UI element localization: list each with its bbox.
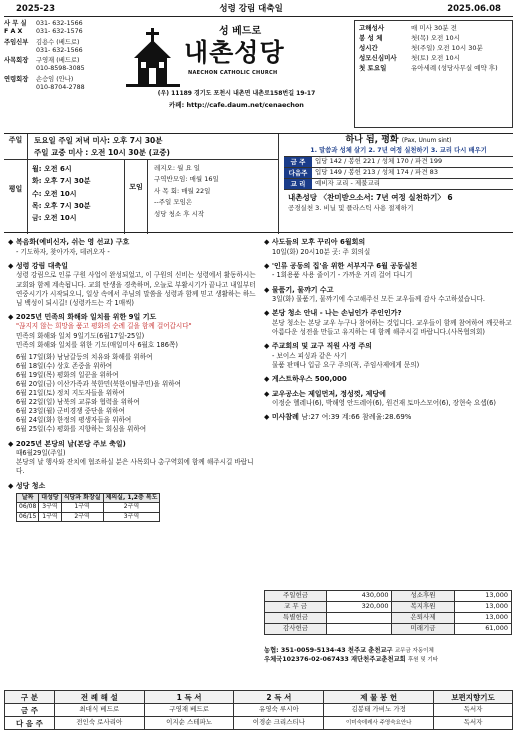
- hymn-row: [284, 156, 513, 167]
- bank-account-post: 우체국102376-02-067433 재단천주교춘천교회: [264, 655, 406, 663]
- table-cell: 430,000: [327, 591, 392, 602]
- notice-body: - 보이스 피싱과 같은 사기: [272, 351, 347, 360]
- bank-account-nh: 농협: 351-0059-5134-43 천주교 춘천교구: [264, 647, 393, 654]
- table-cell: 교 무 금: [265, 602, 327, 613]
- table-cell: 복지후원: [392, 602, 454, 613]
- sacrament-label: 첫 토요일: [359, 64, 387, 73]
- table-cell: 3구역: [39, 503, 61, 512]
- sacrament-label: 성시간: [359, 44, 378, 53]
- weekday-item: 화: 오후 7시 30분: [32, 177, 91, 186]
- notice-title: ◆ 성당 청소: [8, 482, 256, 492]
- church-name-english: NAECHON CATHOLIC CHURCH: [188, 70, 278, 76]
- notice-title: [264, 413, 514, 423]
- prayer-intention: 6월 17일(화) 남남갈등의 치유와 화해를 위하여: [16, 352, 153, 361]
- table-cell: 이미숙데레사 주영숙요안나: [324, 717, 434, 730]
- table-header: 전 례 해 설: [54, 691, 144, 704]
- saturday-mass-time: 토요일 주일 저녁 미사: 오후 7시 30분: [34, 136, 163, 145]
- meeting-item: --주일 모임은: [154, 198, 193, 207]
- council-phone: 010-8598-3085: [36, 65, 85, 73]
- contact-label: 연령회장: [4, 76, 29, 84]
- table-row: [17, 512, 160, 521]
- hymn-row-label: 다음주: [284, 168, 312, 178]
- notice-line: 민족의 화해와 일치를 위한 기도(매일미사 6월호 186쪽): [16, 340, 178, 349]
- weekday-mass: [4, 160, 279, 234]
- table-cell: 1구역: [39, 512, 61, 521]
- notice-section: [264, 238, 514, 257]
- sacrament-schedule: [354, 20, 513, 128]
- prayer-intention: 6월 24일(화) 한정의 평생자들을 위하여: [16, 416, 132, 425]
- table-cell: 다 음 주: [5, 717, 55, 730]
- table-cell: 13,000: [454, 591, 511, 602]
- prayer-intention: 6월 23일(월) 군비경쟁 중단을 위하여: [16, 407, 125, 416]
- hymn-row-value: 예비자 교리 - 제불교리: [315, 179, 381, 188]
- table-header: 식당과 화장실: [61, 494, 103, 503]
- notice-section: [264, 413, 514, 423]
- hymn-row: [284, 178, 513, 189]
- notice-section: [264, 286, 514, 305]
- table-cell: 유영숙 루시아: [234, 704, 324, 717]
- notice-line: 때6월29일(주일): [16, 449, 66, 458]
- notice-section: [8, 440, 256, 477]
- contact-label: F A X: [4, 27, 23, 35]
- offering-table: [264, 590, 512, 635]
- notice-subtitle: "끊지지 않는 희망을 품고 평화의 순례 길을 함께 걸어갑시다": [16, 322, 192, 331]
- meeting-item: 구역반모임: 매월 16일: [154, 175, 219, 184]
- meeting-item: 성당 청소 후 시작: [154, 209, 205, 218]
- table-header: 대성당: [39, 494, 61, 503]
- table-cell: 은퇴사제: [392, 613, 454, 624]
- pastor-name: 김용수 (베드로): [36, 38, 80, 46]
- attendance-stats: 남:27 여:39 계:66 참례율:28.69%: [301, 413, 412, 422]
- notice-section: [264, 309, 514, 337]
- bank-account-note: 교무금 자동이체: [394, 648, 434, 654]
- sunday-tag: 주일: [4, 134, 28, 160]
- notice-body: - 1회용품 사용 줄이기 - 가까운 거리 걸어 다니기: [272, 271, 413, 280]
- contact-block: [4, 20, 116, 132]
- table-header: 2 독 서: [234, 691, 324, 704]
- table-cell: [327, 613, 392, 624]
- notice-body: - 기도하자, 찾아가자, 데려오자 -: [16, 247, 110, 256]
- table-cell: 감사헌금: [265, 624, 327, 635]
- table-cell: 2구역: [61, 512, 103, 521]
- sacrament-value: 유아세례 (성당사무실 예약 후): [411, 64, 498, 73]
- sacrament-label: 고해성사: [359, 24, 385, 32]
- notice-body: 물품 판매나 입금 요구 주의(꼭, 주임사제에게 문의): [272, 360, 420, 369]
- feast-title: 성령 강림 대축일: [219, 3, 283, 14]
- contact-label: 사 무 실: [4, 20, 27, 27]
- table-row: [265, 624, 512, 635]
- notice-title: ◆ 성령 강림 대축일: [8, 262, 256, 272]
- notice-title: ◆ 본당 청소 안내 - 나는 손님인가 주인인가?: [264, 309, 514, 319]
- council-name: 구영재 (베드로): [36, 57, 80, 65]
- table-cell: 성소후원: [392, 591, 454, 602]
- weekday-item: 수: 오전 10시: [32, 189, 77, 198]
- laudato-si-practice: 공경실천 3. 비닐 및 플라스틱 사용 절제하기: [288, 203, 414, 212]
- attendance-label: 미사참례: [271, 413, 299, 422]
- top-bar: [4, 2, 513, 17]
- issue-date: 2025.06.08: [447, 3, 501, 14]
- weekday-item: 월: 오전 6시: [32, 165, 72, 173]
- sacrament-label: 성모신심미사: [359, 54, 397, 63]
- right-notices: [264, 238, 514, 428]
- church-address: (우) 11189 경기도 포천시 내촌면 내촌로158번길 19-17: [157, 90, 316, 97]
- contact-label: 사목회장: [4, 57, 29, 65]
- bank-accounts: [264, 647, 514, 664]
- church-logo: [124, 20, 349, 132]
- table-cell: 특별헌금: [265, 613, 327, 624]
- bank-account-note: 후원 및 기타: [407, 656, 439, 663]
- table-cell: 미래기금: [392, 624, 454, 635]
- table-cell: [327, 624, 392, 635]
- table-cell: 최대식 베드로: [54, 704, 144, 717]
- left-notices: [8, 238, 256, 527]
- notice-title: ◆ 2025년 본당의 날(본당 주보 축일): [8, 440, 256, 450]
- table-cell: 2구역: [103, 503, 160, 512]
- women-phone: 010-8704-2788: [36, 84, 85, 92]
- meeting-tag: 모임: [124, 160, 148, 234]
- sunday-mass: [4, 134, 279, 160]
- hymn-row: [284, 167, 513, 178]
- pastoral-theme: 하나 됨, 평화: [345, 135, 399, 145]
- office-phone: 031- 632-1566: [36, 20, 83, 27]
- notice-section: [8, 262, 256, 308]
- issue-number: 2025-23: [16, 3, 56, 14]
- table-header: 구 분: [5, 691, 55, 704]
- pastoral-slogan: 1. 말씀과 성체 살기 2. 7년 여정 실천하기 3. 교리 다시 배우기: [310, 146, 487, 154]
- notice-title: ◆ 물품기, 물꺄기 수고: [264, 286, 514, 296]
- notice-body: 3일(화) 물품기, 물꺄기에 수고해주신 모든 교우들께 감사 수고하셨습니다.: [272, 295, 485, 304]
- notice-title: ◆ 복음화(예비신자, 쉬는 영 선교) 구호: [8, 238, 256, 248]
- sacrament-value: 첫(목) 오전 10시: [411, 34, 460, 43]
- table-cell: 이경순 크리스티나: [234, 717, 324, 730]
- sacrament-value: 매 미사 30분 전: [411, 24, 457, 32]
- notice-section: [8, 313, 256, 435]
- table-row: [265, 602, 512, 613]
- church-name: 내촌성당: [184, 38, 285, 67]
- prayer-intention: 6월 20일(금) 이산가족과 북한민(북한이탈주민)을 위하여: [16, 380, 182, 388]
- notice-title: ◆ 사도들의 모후 꾸리아 6월회의: [264, 238, 514, 248]
- weekday-item: 금: 오전 10시: [32, 214, 77, 222]
- table-cell: 06/15: [17, 512, 39, 521]
- notice-line: 민족의 화해와 일치 9일기도(6월17일-25일): [16, 331, 145, 340]
- table-cell: 주일헌금: [265, 591, 327, 602]
- table-cell: 김봉태 가비노 가정: [324, 704, 434, 717]
- table-header: 보편지향기도: [434, 691, 513, 704]
- table-header: 제의실, 1,2층 복도: [103, 494, 160, 503]
- notice-body: 이정순 헬레나(6), 박해영 안드레아(6), 원건재 토마스모어(6), 장현숙 요셉(6): [272, 399, 496, 408]
- notice-section: [264, 262, 514, 281]
- table-row: [5, 717, 513, 730]
- prayer-intention: 6월 19일(목) 평화의 일꾼을 위하여: [16, 370, 119, 379]
- table-cell: 독서자: [434, 704, 513, 717]
- table-cell: 06/08: [17, 503, 39, 512]
- contact-label: 주임신부: [4, 38, 29, 46]
- table-cell: 13,000: [454, 613, 511, 624]
- notice-section: [264, 375, 514, 385]
- hymn-row-label: 교 리: [284, 179, 312, 189]
- notice-title: ◆ 주교회의 및 교구 직원 사정 주의: [264, 342, 514, 352]
- table-cell: 전인숙 로사리아: [54, 717, 144, 730]
- pastor-phone: 031- 632-1566: [36, 46, 83, 54]
- sacrament-value: 첫(주일) 오전 10시 30분: [411, 44, 483, 53]
- table-cell: 독서자: [434, 717, 513, 730]
- table-header: 1 독 서: [144, 691, 234, 704]
- table-cell: 구영재 베드로: [144, 704, 234, 717]
- table-row: [17, 503, 160, 512]
- notice-section: [264, 390, 514, 409]
- weekday-tag: 평일: [4, 160, 28, 234]
- table-header: 제 물 봉 헌: [324, 691, 434, 704]
- notice-section: [8, 482, 256, 522]
- mass-schedule: [4, 133, 513, 233]
- table-row: [265, 591, 512, 602]
- table-row: [265, 613, 512, 624]
- prayer-intention: 6월 22일(일) 남북의 교류와 협력을 위하여: [16, 398, 140, 407]
- notice-body: 10일(화) 20시10분 곳: 주 회의실: [272, 247, 371, 256]
- laudato-si-box: [284, 189, 513, 216]
- pastoral-theme-latin: (Pax, Unum sint): [401, 137, 452, 144]
- hymn-row-value: 입당 142 / 봉헌 221 / 성체 170 / 파견 199: [315, 157, 443, 166]
- fax-number: 031- 632-1576: [36, 27, 83, 35]
- notice-section: [8, 238, 256, 257]
- cleaning-table: [16, 493, 160, 522]
- weekday-item: 목: 오후 7시 30분: [32, 201, 91, 210]
- notice-body: 본당의 날 행사와 잔치에 협조하실 분은 사목회나 총구역회에 함께 해주시길 바랍니다.: [16, 458, 254, 476]
- cafe-link[interactable]: 카페: http://cafe.daum.net/cenaechon: [169, 101, 304, 109]
- meeting-item: 레지오: 월 요 일: [154, 164, 201, 172]
- laudato-si-title: 내촌성당 〈찬미받으소서: 7년 여정 실천하기〉 6: [288, 193, 453, 203]
- women-name: 손승임 (안나): [36, 76, 74, 84]
- hymn-row-label: 금 주: [284, 157, 312, 167]
- prayer-intention: 6월 18일(수) 상호 존중을 위하여: [16, 361, 113, 370]
- hymn-row-value: 입당 149 / 봉헌 213 / 성체 174 / 파견 83: [315, 168, 438, 177]
- notice-title: ◆ 교우공소는 제일먼저, 정성껏, 제당에: [264, 390, 514, 400]
- church-building-icon: [124, 28, 184, 88]
- table-cell: 61,000: [454, 624, 511, 635]
- notice-title: ◆ '인류 공동의 집'을 위한 서부지구 6월 공동실천: [264, 262, 514, 272]
- table-cell: 금 주: [5, 704, 55, 717]
- sacrament-label: 봉 성 체: [359, 34, 383, 43]
- prayer-intention: 6월 25일(수) 평화를 지향하는 회심을 위하여: [16, 425, 147, 434]
- sacrament-value: 첫(토) 오전 10시: [411, 54, 460, 63]
- table-cell: 1구역: [61, 503, 103, 512]
- notice-title: ◆ 2025년 민족의 화해와 일치를 위한 9일 기도: [8, 313, 256, 323]
- notice-body: 성령 강림으로 인류 구원 사업이 완성되었고, 이 구원의 신비는 성령에서 활동하시는 교회와 함께 계속됩니다. 교회 탄생을 경축하며, 오늘로 부활시기가 끝나고 내일부터 연중시기가 시작되오니, 일상 속에서 주님의 말씀을 성령과 함께 믿고 생활하는 하느님 백성이 되시길! (성령카드는 각 1매씩): [16, 271, 256, 307]
- notice-section: [264, 342, 514, 370]
- sunday-mass-time: 주일 교중 미사 : 오전 10시 30분 (교중): [34, 148, 170, 157]
- table-row: [5, 704, 513, 717]
- table-cell: 320,000: [327, 602, 392, 613]
- liturgy-duty-table: [4, 690, 513, 730]
- hymn-panel: [284, 134, 513, 216]
- meeting-item: 사 목 회: 매월 22일: [154, 186, 211, 195]
- notice-body: 본당 청소는 본당 교우 누구나 참여하는 것입니다. 교우들이 함께 참여하여 깨끗하고 아름다운 성전을 만들고 유지하는 데 함께 해주시길 바랍니다.(사목협의회): [272, 318, 512, 336]
- table-cell: 3구역: [103, 512, 160, 521]
- table-cell: 이지순 스테파노: [144, 717, 234, 730]
- table-header: 날짜: [17, 494, 39, 503]
- prayer-intention: 6월 21일(토) 정치 지도자들을 위하여: [16, 389, 125, 398]
- table-cell: 13,000: [454, 602, 511, 613]
- notice-title: ◆ 게스트하우스 500,000: [264, 375, 514, 385]
- patron-saint: 성 베드로: [219, 26, 262, 37]
